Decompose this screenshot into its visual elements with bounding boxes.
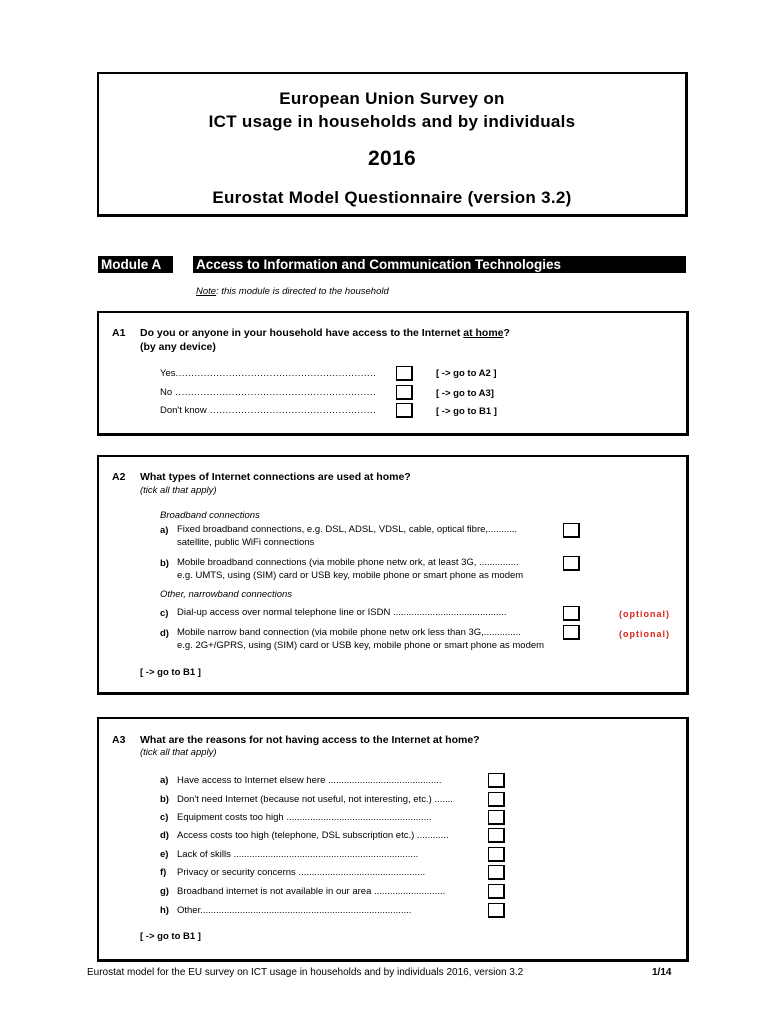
checkbox-no[interactable] bbox=[396, 385, 413, 400]
item-letter: e) bbox=[160, 849, 169, 860]
item-line2: satellite, public WiFi connections bbox=[177, 537, 315, 548]
question-a3-text: What are the reasons for not having access to the Internet at home? bbox=[140, 734, 480, 746]
page-number: 1/14 bbox=[652, 967, 672, 978]
item-letter: b) bbox=[160, 558, 169, 569]
question-a1-underlined: at home bbox=[463, 327, 504, 339]
question-a1-box bbox=[97, 311, 689, 436]
item-letter: c) bbox=[160, 812, 169, 823]
item-line2: e.g. 2G+/GPRS, using (SIM) card or USB key, mobile phone or smart phone as modem bbox=[177, 640, 545, 651]
goto-a3: [ -> go to A3] bbox=[436, 388, 494, 399]
checkbox-reason-lack-of-skills[interactable] bbox=[488, 847, 505, 862]
section-narrowband: Other, narrowband connections bbox=[160, 589, 293, 600]
reason-dont-need: Don't need Internet (because not useful, not interesting, etc.) ....... bbox=[177, 794, 453, 805]
question-a3-instruction: (tick all that apply) bbox=[140, 747, 217, 758]
goto-b1: [ -> go to B1 ] bbox=[436, 406, 497, 417]
question-number: A2 bbox=[112, 471, 126, 483]
optional-label: (optional) bbox=[619, 609, 670, 619]
question-number: A3 bbox=[112, 734, 126, 746]
item-line1: Fixed broadband connections, e.g. DSL, ADSL, VDSL, cable, optical fibre,........... bbox=[177, 524, 518, 535]
item-mobile-broadband bbox=[177, 556, 561, 582]
section-broadband: Broadband connections bbox=[160, 510, 260, 521]
checkbox-mobile-narrowband[interactable] bbox=[563, 625, 580, 640]
item-letter: g) bbox=[160, 886, 169, 897]
optional-label: (optional) bbox=[619, 629, 670, 639]
option-yes bbox=[160, 368, 394, 379]
item-letter: d) bbox=[160, 628, 169, 639]
reason-other: Other................................................................................ bbox=[177, 905, 412, 916]
module-title: Access to Information and Communication Technologies bbox=[193, 256, 686, 273]
reason-elsewhere: Have access to Internet elsew here ........................................... bbox=[177, 775, 442, 786]
item-letter: b) bbox=[160, 794, 169, 805]
question-number: A1 bbox=[112, 327, 126, 339]
item-letter: f) bbox=[160, 867, 167, 878]
question-a1-part1: Do you or anyone in your household have access to the Internet bbox=[140, 327, 464, 339]
checkbox-dial-up[interactable] bbox=[563, 606, 580, 621]
item-letter: h) bbox=[160, 905, 169, 916]
item-letter: c) bbox=[160, 608, 169, 619]
item-line1: Dial-up access over normal telephone line or ISDN ........................................... bbox=[177, 607, 507, 618]
checkbox-reason-other[interactable] bbox=[488, 903, 505, 918]
reason-privacy: Privacy or security concerns ................................................ bbox=[177, 867, 426, 878]
item-letter: a) bbox=[160, 775, 169, 786]
option-dont-know bbox=[160, 405, 394, 416]
question-a3-box bbox=[97, 717, 689, 962]
checkbox-reason-access-costs[interactable] bbox=[488, 828, 505, 843]
goto-a2: [ -> go to A2 ] bbox=[436, 368, 497, 379]
item-line1: Mobile broadband connections (via mobile phone netw ork, at least 3G, ............... bbox=[177, 557, 519, 568]
checkbox-reason-equipment-costs[interactable] bbox=[488, 810, 505, 825]
goto-b1: [ -> go to B1 ] bbox=[140, 667, 201, 678]
checkbox-dont-know[interactable] bbox=[396, 403, 413, 418]
reason-lack-of-skills: Lack of skills ...................................................................... bbox=[177, 849, 419, 860]
item-line2: e.g. UMTS, using (SIM) card or USB key, mobile phone or smart phone as modem bbox=[177, 570, 524, 581]
item-fixed-broadband bbox=[177, 523, 561, 549]
item-letter: a) bbox=[160, 525, 169, 536]
item-letter: d) bbox=[160, 830, 169, 841]
checkbox-yes[interactable] bbox=[396, 366, 413, 381]
question-a1-text bbox=[140, 326, 510, 354]
checkbox-reason-privacy[interactable] bbox=[488, 865, 505, 880]
footer-text: Eurostat model for the EU survey on ICT usage in households and by individuals 2016, version 3.2 bbox=[87, 967, 524, 978]
checkbox-reason-elsewhere[interactable] bbox=[488, 773, 505, 788]
question-a2-instruction: (tick all that apply) bbox=[140, 485, 217, 496]
reason-access-costs: Access costs too high (telephone, DSL subscription etc.) ............ bbox=[177, 830, 449, 841]
question-a1-end: ? bbox=[503, 327, 510, 339]
item-dial-up bbox=[177, 606, 561, 619]
module-label: Module A bbox=[98, 256, 173, 273]
goto-b1: [ -> go to B1 ] bbox=[140, 931, 201, 942]
leader-dots: ................................................................ bbox=[175, 368, 377, 379]
option-label: Yes bbox=[160, 368, 176, 379]
survey-year: 2016 bbox=[368, 147, 416, 170]
leader-dots: ..................................................... bbox=[206, 405, 377, 416]
checkbox-mobile-broadband[interactable] bbox=[563, 556, 580, 571]
checkbox-reason-dont-need[interactable] bbox=[488, 792, 505, 807]
note-prefix: Note bbox=[196, 286, 217, 297]
reason-broadband-unavailable: Broadband internet is not available in our area ........................... bbox=[177, 886, 446, 897]
leader-dots: ................................................................ bbox=[172, 387, 377, 398]
question-a2-box bbox=[97, 455, 689, 695]
question-a1-device: (by any device) bbox=[140, 341, 216, 353]
item-line1: Mobile narrow band connection (via mobile phone netw ork less than 3G,.............. bbox=[177, 627, 521, 638]
survey-title-line1: European Union Survey on bbox=[279, 89, 505, 108]
option-no bbox=[160, 387, 394, 398]
option-label: No bbox=[160, 387, 173, 398]
note-text: : this module is directed to the household bbox=[216, 286, 389, 297]
option-label: Don't know bbox=[160, 405, 207, 416]
checkbox-reason-broadband-unavailable[interactable] bbox=[488, 884, 505, 899]
survey-subtitle: Eurostat Model Questionnaire (version 3.2) bbox=[212, 188, 572, 207]
item-mobile-narrowband bbox=[177, 626, 569, 652]
survey-title-line2: ICT usage in households and by individuals bbox=[208, 112, 576, 131]
reason-equipment-costs: Equipment costs too high ....................................................... bbox=[177, 812, 432, 823]
module-note bbox=[196, 286, 389, 297]
question-a2-text: What types of Internet connections are used at home? bbox=[140, 471, 411, 483]
title-box bbox=[97, 72, 688, 217]
checkbox-fixed-broadband[interactable] bbox=[563, 523, 580, 538]
